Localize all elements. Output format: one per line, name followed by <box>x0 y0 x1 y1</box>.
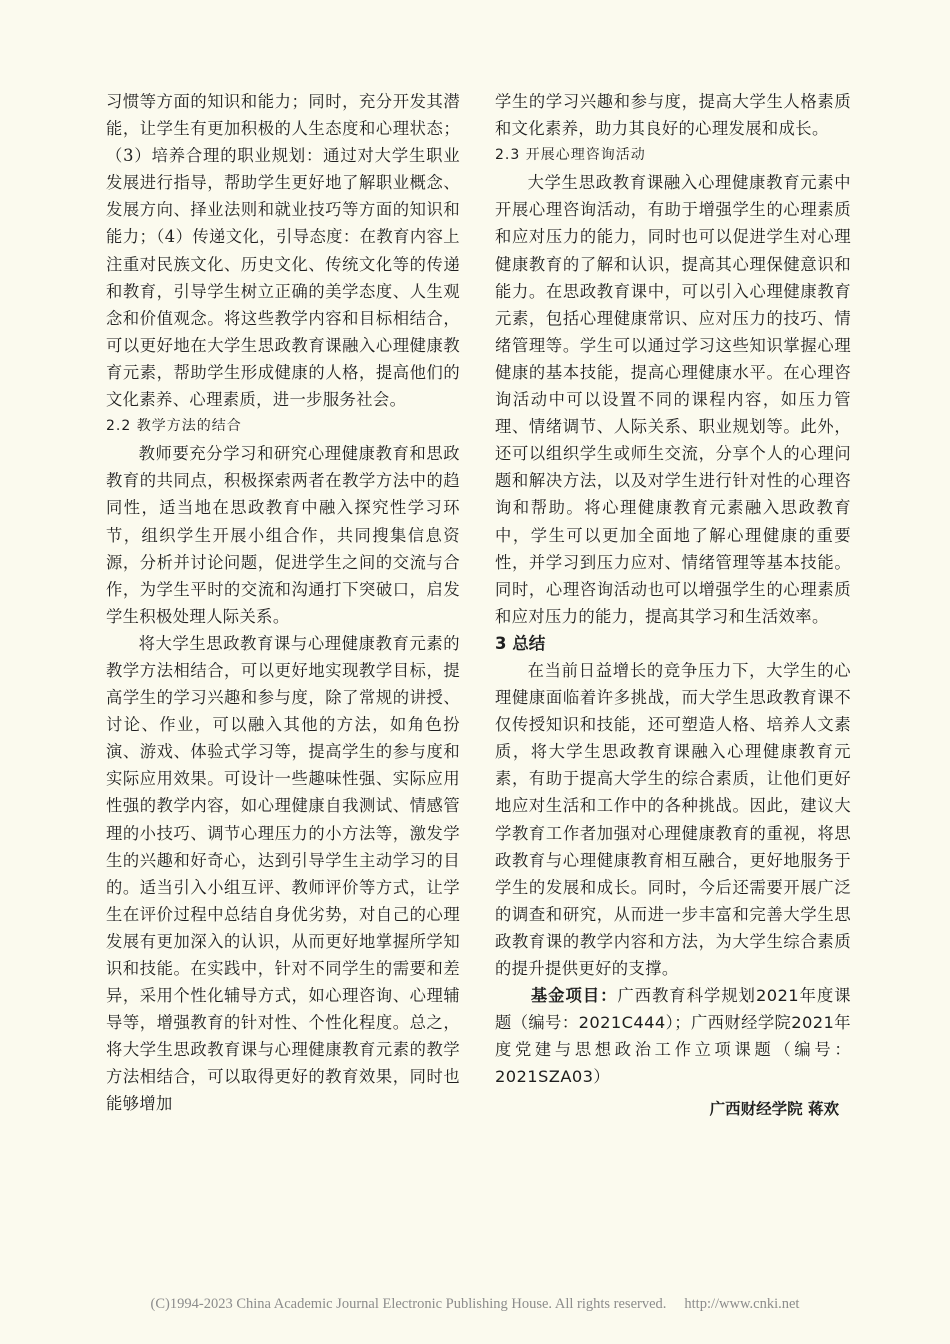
body-paragraph: 习惯等方面的知识和能力；同时，充分开发其潜能，让学生有更加积极的人生态度和心理状态；（3）培养合理的职业规划：通过对大学生职业发展进行指导，帮助学生更好地了解职业概念、发展方向、择业法则和就业技巧等方面的知识和能力；（4）传递文化，引导态度：在教育内容上注重对民族文化、历史文化、传统文化等的传递和教育，引导学生树立正确的美学态度、人生观念和价值观念。将这些教学内容和目标相结合，可以更好地在大学生思政教育课融入心理健康教育元素，帮助学生形成健康的人格，提高他们的文化素养、心理素质，进一步服务社会。 <box>106 92 460 410</box>
fund-text: 广西教育科学规划2021年度课题（编号：2021C444）；广西财经学院2021年度党建与思想政治工作立项课题（编号：2021SZA03） <box>495 986 851 1087</box>
author-affiliation: 广西财经学院 蒋欢 <box>709 1100 839 1119</box>
body-paragraph: 在当前日益增长的竞争压力下，大学生的心理健康面临着许多挑战，而大学生思政教育课不仅传授知识和技能，还可塑造人格、培养人文素质，将大学生思政教育课融入心理健康教育元素，有助于提高大学生的综合素质，让他们更好地应对生活和工作中的各种挑战。因此，建议大学教育工作者加强对心理健康教育的重视，将思政教育与心理健康教育相互融合，更好地服务于学生的发展和成长。同时，今后还需要开展广泛的调查和研究，从而进一步丰富和完善大学生思政教育课的教学内容和方法，为大学生综合素质的提升提供更好的支撑。 <box>495 660 851 978</box>
copyright-text: (C)1994-2023 China Academic Journal Electronic Publishing House. All rights reserved. <box>150 1296 667 1312</box>
left-column <box>106 88 460 1118</box>
fund-label: 基金项目： <box>530 986 618 1006</box>
body-paragraph: 教师要充分学习和研究心理健康教育和思政教育的共同点，积极探索两者在教学方法中的趋同性，适当地在思政教育中融入探究性学习环节，组织学生开展小组合作，共同搜集信息资源，分析并讨论问题，促进学生之间的交流与合作，为学生平时的交流和沟通打下突破口，启发学生积极处理人际关系。 <box>106 444 460 626</box>
section-heading-3: 3 总结 <box>495 633 546 653</box>
cnki-url: http://www.cnki.net <box>684 1296 800 1312</box>
body-paragraph: 大学生思政教育课融入心理健康教育元素中开展心理咨询活动，有助于增强学生的心理素质和应对压力的能力，同时也可以促进学生对心理健康教育的了解和认识，提高其心理保健意识和能力。在思政教育课中，可以引入心理健康教育元素，包括心理健康常识、应对压力的技巧、情绪管理等。学生可以通过学习这些知识掌握心理健康的基本技能，提高心理健康水平。在心理咨询活动中可以设置不同的课程内容，如压力管理、情绪调节、人际关系、职业规划等。此外，还可以组织学生或师生交流，分享个人的心理问题和解决方法，以及对学生进行针对性的心理咨询和帮助。将心理健康教育元素融入思政教育中，学生可以更加全面地了解心理健康的重要性，并学习到压力应对、情绪管理等基本技能。同时，心理咨询活动也可以增强学生的心理素质和应对压力的能力，提高其学习和生活效率。 <box>495 173 851 626</box>
body-paragraph: 学生的学习兴趣和参与度，提高大学生人格素质和文化素养，助力其良好的心理发展和成长。 <box>495 92 851 139</box>
body-paragraph: 将大学生思政教育课与心理健康教育元素的教学方法相结合，可以更好地实现教学目标，提高学生的学习兴趣和参与度，除了常规的讲授、讨论、作业，可以融入其他的方法，如角色扮演、游戏、体验式学习等，提高学生的参与度和实际应用效果。可设计一些趣味性强、实际应用性强的教学内容，如心理健康自我测试、情感管理的小技巧、调节心理压力的小方法等，激发学生的兴趣和好奇心，达到引导学生主动学习的目的。适当引入小组互评、教师评价等方式，让学生在评价过程中总结自身优劣势，对自己的心理发展有更加深入的认识，从而更好地掌握所学知识和技能。在实践中，针对不同学生的需要和差异，采用个性化辅导方式，如心理咨询、心理辅导等，增强教育的针对性、个性化程度。总之，将大学生思政教育课与心理健康教育元素的教学方法相结合，可以取得更好的教育效果，同时也能够增加 <box>106 633 460 1114</box>
right-column <box>495 88 851 1123</box>
fund-note <box>495 982 851 1090</box>
footer <box>0 1296 950 1313</box>
section-heading-2-3: 2.3 开展心理咨询活动 <box>495 147 646 164</box>
section-heading-2-2: 2.2 教学方法的结合 <box>106 418 242 435</box>
